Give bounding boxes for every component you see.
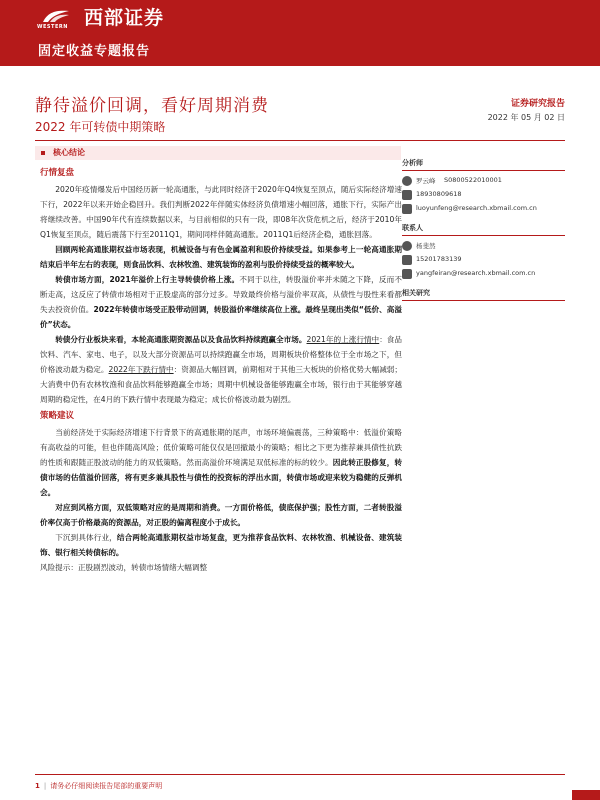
core-conclusion-heading — [35, 146, 401, 160]
paragraph-1: 2020年疫情爆发后中国经历新一轮高通胀，与此同时经济于2020年Q4恢复至顶点，随后实际经济增速下行，2022年以来开始企稳回升。我们判断2022年伴随实体经济负债增速小幅回落，通胀下行，实际产出将继续改善。中国90年代有连续数据以来，与目前相似的只有一段，即08年次贷危机之后，经济于2010年Q1恢复至顶点，随后震荡下行至2011Q1，期间同样伴随高通胀。2011Q1后经济企稳，通胀回落。 — [40, 185, 402, 239]
page-number: 1 — [35, 782, 40, 790]
footer-separator: | — [43, 782, 47, 790]
contact-phone-row — [402, 254, 565, 268]
paragraph-4-down-body: ：资源品大幅回调，前期相对于其他三大板块的价格优势大幅减弱；大消费中仍有农林牧渔和食品饮料能够跑赢全市场；周期中机械设备能够跑赢全市场，银行由于其能够穿越周期的稳定性，在4月的下跌行情中表现最为稳定；成长价格波动最为剧烈。 — [40, 365, 403, 404]
bullet-square-icon — [41, 151, 45, 155]
paragraph-5 — [40, 425, 402, 500]
contact-heading: 联系人 — [402, 223, 565, 236]
paragraph-4-up-market: 2021年的上涨行情中 — [306, 335, 380, 344]
analyst-email[interactable]: luoyunfeng@research.xbmail.com.cn — [416, 204, 537, 212]
paragraph-3-conclusion: 2022年转债市场受正股带动回调，转股溢价率继续高位上涨。最终呈现出类似“低价、高溢价”状态。 — [40, 305, 403, 329]
logo-english-name: WESTERN — [37, 24, 68, 30]
footer-divider — [35, 774, 565, 775]
sidebar-contacts — [402, 158, 565, 305]
report-tag: 证券研究报告 — [510, 99, 565, 109]
email-icon — [402, 204, 412, 214]
analyst-phone-row — [402, 189, 565, 203]
person-icon — [402, 241, 412, 251]
paragraph-7-bold: 结合两轮高通胀期权益市场复盘，更为推荐食品饮料、农林牧渔、机械设备、建筑装饰、银行相关转债标的。 — [40, 533, 403, 557]
paragraph-3-lead: 转债市场方面，2021年溢价上行主导转债价格上涨。 — [55, 275, 240, 284]
paragraph-4 — [40, 332, 402, 407]
phone-icon — [402, 255, 412, 265]
corner-accent — [572, 790, 600, 800]
paragraph-5-bold: 因此转正股修复，转债市场的估值溢价回落，将有更多兼具股性与债性的投资标的浮出水面，转债市场或迎来较为稳健的反弹机会。 — [40, 458, 403, 497]
paragraph-5-body: 当前经济处于实际经济增速下行背景下的高通胀期的尾声，市场环境偏震荡，三种策略中：低溢价策略有高收益的可能，但也伴随高风险；低价策略可能仅仅是回撤最小的策略；相比之下更为推荐兼具债性抗跌的性质和跟随正股波动的能力的双低策略。然而高溢价环境满足双低标准的标的较少。 — [40, 428, 402, 467]
analyst-name-row — [402, 175, 565, 189]
analyst-email-row — [402, 203, 565, 217]
paragraph-3-body: 不同于以往，转股溢价率并未随之下降，反而不断走高，这反应了转债市场相对于正股虚高的部分过多。导致最终价格与溢价率双高，从债性与股性来看都失去投资价值。 — [40, 275, 403, 314]
paragraph-7 — [40, 530, 402, 560]
paragraph-7-lead: 下沉到具体行业， — [55, 533, 117, 542]
title-divider — [35, 140, 565, 141]
contact-name: 杨斐然 — [416, 242, 436, 250]
paragraph-2 — [40, 242, 402, 272]
logo-chinese-name: 西部证券 — [84, 7, 165, 29]
related-research-heading: 相关研究 — [402, 288, 565, 301]
western-securities-logo-icon — [42, 8, 70, 24]
report-title: 静待溢价回调，看好周期消费 — [35, 96, 269, 116]
paragraph-3 — [40, 272, 402, 332]
contact-email-row — [402, 268, 565, 282]
core-conclusion-label: 核心结论 — [53, 148, 85, 157]
paragraph-6 — [40, 500, 402, 530]
report-type-label: 固定收益专题报告 — [38, 44, 151, 59]
contact-name-row — [402, 240, 565, 254]
disclaimer-note: 请务必仔细阅读报告尾部的重要声明 — [50, 782, 163, 790]
page-footer — [35, 781, 162, 791]
report-date: 2022 年 05 月 02 日 — [487, 113, 565, 122]
paragraph-6-bold: 对应到风格方面，双低策略对应的是周期和消费。一方面价格低，债底保护强；股性方面，二者转股溢价率仅高于价格最高的资源品，对正股的偏离程度小于成长。 — [40, 503, 402, 527]
section-heading-strategy: 策略建议 — [40, 411, 75, 421]
person-icon — [402, 176, 412, 186]
phone-icon — [402, 190, 412, 200]
analyst-name: 罗云峰 — [416, 177, 436, 185]
analyst-certificate-code: S0800522010001 — [444, 176, 502, 184]
email-icon — [402, 269, 412, 279]
paragraph-4-lead: 转债分行业板块来看，本轮高通胀期资源品以及食品饮料持续跑赢全市场。 — [55, 335, 307, 344]
paragraph-2-bold: 回顾两轮高通胀期权益市场表现，机械设备与有色金属盈利和股价持续受益。如果参考上一轮高通胀期结束后半年左右的表现，则食品饮料、农林牧渔、建筑装饰的盈利与股价持续受益的概率较大。 — [40, 245, 402, 269]
paragraph-4-down-market: 2022年下跌行情中 — [108, 365, 174, 374]
main-text-column — [40, 164, 402, 575]
paragraph-4-up-body: ：食品饮料、汽车、家电、电子，以及大部分资源品可以持续跑赢全市场，周期板块价格整体位于全市场之下，但价格波动最为稳定。 — [40, 335, 403, 374]
contact-phone: 15201783139 — [416, 255, 462, 263]
report-header-band — [0, 0, 600, 66]
contact-email[interactable]: yangfeiran@research.xbmail.com.cn — [416, 269, 536, 277]
report-subtitle: 2022 年可转债中期策略 — [35, 120, 166, 134]
section-heading-review: 行情复盘 — [40, 168, 75, 178]
analyst-phone: 18930809618 — [416, 190, 462, 198]
risk-warning: 风险提示：正股剧烈波动，转债市场情绪大幅调整 — [40, 563, 208, 572]
analyst-heading: 分析师 — [402, 158, 565, 171]
